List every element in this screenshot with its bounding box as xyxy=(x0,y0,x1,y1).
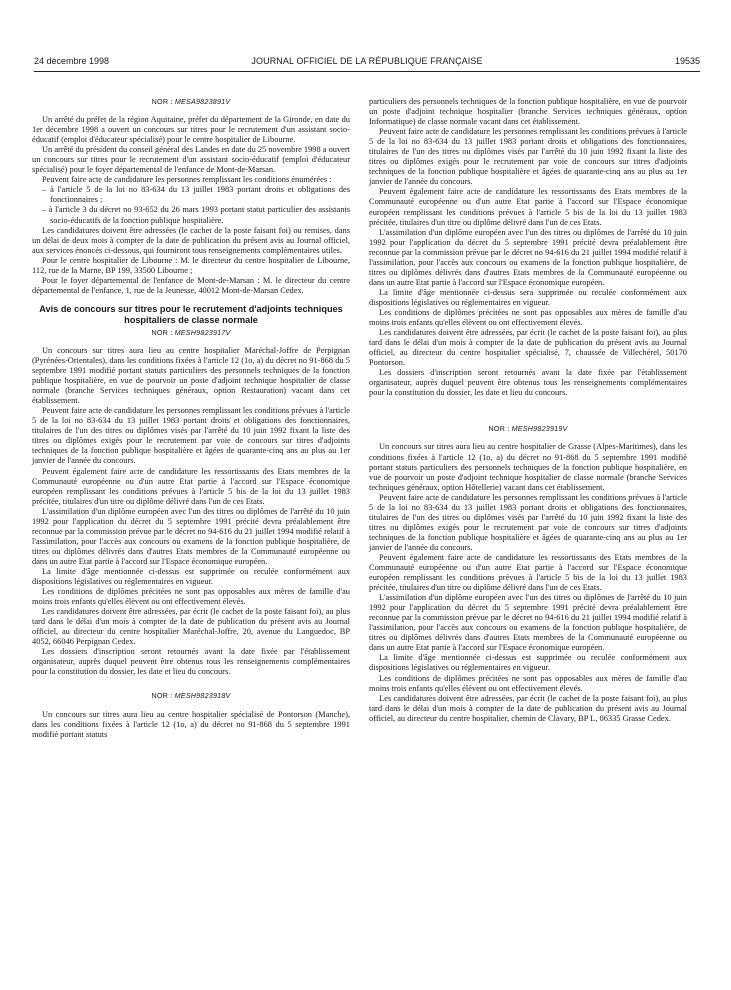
paragraph: La limite d'âge mentionnée ci-dessus est supprimée ou reculée conformément aux dispositions législatives ou réglementaires en vigueur. xyxy=(32,566,350,587)
journal-title: JOURNAL OFFICIEL DE LA RÉPUBLIQUE FRANÇAISE xyxy=(251,56,483,66)
left-column xyxy=(32,97,350,740)
paragraph: L'assimilation d'un diplôme européen avec l'un des titres ou diplômes de l'arrêté du 10 juin 1992 pour l'application du décret du 5 septembre 1991 précité devra préalablement être reconnue par la commission prévue par le décret no 94-616 du 21 juillet 1994 modifié relatif à l'assimilation, pour l'accès aux concours ou examens de la fonction publique hospitalière, de titres ou diplômes délivrés dans d'autres Etats membres de la Communauté européenne ou dans un autre Etat partie à l'accord sur l'Espace économique européen. xyxy=(32,506,350,566)
paragraph: Peuvent faire acte de candidature les personnes remplissant les conditions prévues à l'article 5 de la loi no 83-634 du 13 juillet 1983 portant droits et obligations des fonctionnaires, titulaires de l'un des titres ou diplômes visés par l'arrêté du 10 juin 1992 fixant la liste des titres ou diplômes exigés pour le recrutement par voie de concours sur titres d'adjoints techniques de la fonction publique hospitalière et âgées de quarante-cinq ans au plus au 1er janvier de l'année du concours. xyxy=(32,406,351,466)
nor-prefix: NOR : xyxy=(151,691,175,701)
paragraph: Les dossiers d'inscription seront retournés avant la date fixée par l'établissement organisateur, auprès duquel peuvent être obtenus tous les renseignements complémentaires pour la constitution du dossier, les date et lieu du concours. xyxy=(32,647,350,677)
paragraph: L'assimilation d'un diplôme européen avec l'un des titres ou diplômes de l'arrêté du 10 juin 1992 pour l'application du décret du 5 septembre 1991 précité devra préalablement être reconnue par la commission prévue par le décret no 94-616 du 21 juillet 1994 modifié relatif à l'assimilation, pour l'accès aux concours ou examens de la fonction publique hospitalière, de titres ou diplômes délivrés dans d'autres Etats membres de la Communauté européenne ou dans un autre Etat partie à l'accord sur l'Espace économique européen. xyxy=(369,593,687,653)
paragraph: Un concours sur titres aura lieu au centre hospitalier Maréchal-Joffre de Perpignan (Pyrénées-Orientales), dans les conditions fixées à l'article 12 (1o, a) du décret no 91-868 du 5 septembre 1991 modifié portant statuts particuliers des personnels techniques de la fonction publique hospitalière, en vue de pourvoir un poste d'adjoint technique hospitalier de classe normale (branche Services techniques généraux, option Restauration) vacant dans cet établissement. xyxy=(32,345,350,406)
paragraph: Peuvent également faire acte de candidature les ressortissants des Etats membres de la Communauté européenne ou d'un autre Etat partie à l'accord sur l'Espace économique européen remplissant les conditions prévues à l'article 5 bis de la loi du 13 juillet 1983 précitée, titulaires d'un titre ou diplôme délivré dans l'un de ces Etats. xyxy=(32,466,350,506)
paragraph: Peuvent également faire acte de candidature les ressortissants des Etats membres de la Communauté européenne ou d'un autre Etat partie à l'accord sur l'Espace économique européen remplissant les conditions prévues à l'article 5 bis de la loi du 13 juillet 1983 précitée, titulaires d'un titre ou diplôme délivré dans l'un de ces Etats. xyxy=(369,552,687,593)
paragraph: Un concours sur titres aura lieu au centre hospitalier spécialisé de Pontorson (Manche), dans les conditions fixées à l'article 12 (1o, a) du décret no 91-868 du 5 septembre 1991 modifié portant statuts xyxy=(32,709,350,739)
paragraph: La limite d'âge mentionnée ci-dessus sera supprimée ou reculée conformément aux dispositions législatives ou réglementaires en vigueur. xyxy=(369,287,687,307)
paragraph: Peuvent faire acte de candidature les personnes remplissant les conditions prévues à l'article 5 de la loi no 83-634 du 13 juillet 1983 portant droits et obligations des fonctionnaires, titulaires de l'un des titres ou diplômes visés par l'arrêté du 10 juin 1992 fixant la liste des titres ou diplômes exigés pour le recrutement par voie de concours sur titres d'adjoints techniques de la fonction publique hospitalière et âgées de quarante-cinq ans au plus au 1er janvier de l'année du concours. xyxy=(369,127,688,187)
nor-code: MESA9823891V xyxy=(174,97,231,106)
paragraph: Un concours sur titres aura lieu au centre hospitalier de Grasse (Alpes-Maritimes), dans les conditions fixées à l'article 12 (1o, a) du décret no 91-868 du 5 septembre 1991 modifié portant statuts particuliers des personnels techniques de la fonction publique hospitalière, en vue de pourvoir un poste d'adjoint technique hospitalier de classe normale (branche Services techniques généraux, option Hôtellerie) vacant dans cet établissement. xyxy=(369,442,687,492)
paragraph: Pour le foyer départemental de l'enfance de Mont-de-Marsan : M. le directeur du centre départemental de l'enfance, 1, rue de la Jeunesse, 40012 Mont-de-Marsan Cedex. xyxy=(32,275,350,295)
paragraph: L'assimilation d'un diplôme européen avec l'un des titres ou diplômes de l'arrêté du 10 juin 1992 pour l'application du décret du 5 septembre 1991 précité devra préalablement être reconnue par la commission prévue par le décret no 94-616 du 21 juillet 1994 modifié relatif à l'assimilation, pour l'accès aux concours ou examens de la fonction publique hospitalière, de titres ou diplômes délivrés dans d'autres Etats membres de la Communauté européenne ou dans un autre Etat partie à l'accord sur l'Espace économique européen. xyxy=(369,227,687,287)
section-spacer xyxy=(369,398,687,424)
nor-code: MESH9823919V xyxy=(511,424,568,434)
nor-prefix: NOR : xyxy=(488,424,512,434)
paragraph: Peuvent également faire acte de candidature les ressortissants des Etats membres de la Communauté européenne ou d'un autre Etat partie à l'accord sur l'Espace économique européen remplissant les conditions prévues à l'article 5 bis de la loi du 13 juillet 1983 précitée, titulaires d'un titre ou diplôme délivré dans l'un de ces Etats. xyxy=(369,187,687,227)
right-column xyxy=(369,97,687,724)
nor-reference xyxy=(32,691,350,701)
header-rule xyxy=(34,71,700,72)
paragraph: Pour le centre hospitalier de Libourne : M. le directeur du centre hospitalier de Libourne, 112, rue de la Marne, BP 199, 33500 Libourne ; xyxy=(32,255,350,275)
notice-title: Avis de concours sur titres pour le recrutement d'adjoints techniques hospitaliers de classe normale xyxy=(39,303,343,325)
paragraph: La limite d'âge mentionnée ci-dessus est supprimée ou reculée conformément aux dispositions législatives ou réglementaires en vigueur. xyxy=(369,653,687,673)
nor-reference xyxy=(32,328,350,338)
list-item: – à l'article 5 de la loi no 83-634 du 13 juillet 1983 portant droits et obligations des fonctionnaires ; xyxy=(42,185,350,205)
paragraph: Un arrêté du président du conseil général des Landes en date du 25 novembre 1998 a ouvert un concours sur titres pour le recrutement d'un assistant socio-éducatif (emploi d'éducateur spécialisé) pour le foyer départemental de l'enfance de Mont-de-Marsan. xyxy=(32,145,350,175)
nor-code: MESH9823918V xyxy=(174,691,231,701)
paragraph: particuliers des personnels techniques de la fonction publique hospitalière, en vue de pourvoir un poste d'adjoint technique hospitalier (branche Services techniques généraux, option Informatique) de classe normale vacant dans cet établissement. xyxy=(369,97,687,127)
paragraph: Les conditions de diplômes précitées ne sont pas opposables aux mères de famille d'au moins trois enfants qu'elles élèvent ou ont effectivement élevés. xyxy=(369,307,687,328)
nor-prefix: NOR : xyxy=(151,97,175,106)
paragraph: Les candidatures doivent être adressées (le cachet de la poste faisant foi) ou remises, dans un délai de deux mois à compter de la date de publication du présent avis au Journal officiel, aux services énoncés ci-dessous, qui fourniront tous renseignements complémentaires utiles. xyxy=(32,225,350,255)
paragraph: Les candidatures doivent être adressées, par écrit (le cachet de la poste faisant foi), au plus tard dans le délai d'un mois à compter de la date de publication du présent avis au Journal officiel, au directeur du centre hospitalier, chemin de Clavary, BP L, 06335 Grasse Cedex. xyxy=(369,693,687,723)
paragraph: Peuvent faire acte de candidature les personnes remplissant les conditions prévues à l'article 5 de la loi no 83-634 du 13 juillet 1983 portant droits et obligations des fonctionnaires, titulaires de l'un des titres ou diplômes visés par l'arrêté du 10 juin 1992 fixant la liste des titres ou diplômes exigés pour le recrutement par voie de concours sur titres d'adjoints techniques de la fonction publique hospitalière et âgées de quarante-cinq ans au plus au 1er janvier de l'année du concours. xyxy=(369,492,688,552)
paragraph: Les conditions de diplômes précitées ne sont pas opposables aux mères de famille d'au moins trois enfants qu'elles élèvent ou ont effectivement élevés. xyxy=(32,587,350,607)
issue-date: 24 décembre 1998 xyxy=(34,56,110,66)
nor-reference xyxy=(369,424,687,434)
section-spacer xyxy=(32,677,350,691)
paragraph: Un arrêté du préfet de la région Aquitaine, préfet du département de la Gironde, en date du 1er décembre 1998 a ouvert un concours sur titres pour le recrutement d'un assistant socio-éducatif (emploi d'éducateur spécialisé) pour le centre hospitalier de Libourne. xyxy=(32,115,350,145)
nor-reference xyxy=(32,97,350,107)
page-header xyxy=(34,56,700,70)
paragraph: Les candidatures doivent être adressées, par écrit (le cachet de la poste faisant foi), au plus tard dans le délai d'un mois à compter de la date de publication du présent avis au Journal officiel, au directeur du centre hospitalier spécialisé, 7, chaussée de Villechérel, 50170 Pontorson. xyxy=(369,328,687,368)
nor-prefix: NOR : xyxy=(151,327,175,337)
paragraph: Peuvent faire acte de candidature les personnes remplissant les conditions énumérées : xyxy=(42,175,332,185)
paragraph: Les dossiers d'inscription seront retournés avant la date fixée par l'établissement organisateur, auprès duquel peuvent être obtenus tous les renseignements complémentaires pour la constitution du dossier, les date et lieu du concours. xyxy=(369,368,687,398)
paragraph: Les candidatures doivent être adressées, par écrit (le cachet de la poste faisant foi), au plus tard dans le délai d'un mois à compter de la date de publication du présent avis au Journal officiel, au directeur du centre hospitalier Maréchal-Joffre, 20, avenue du Languedoc, BP 4052, 66046 Perpignan Cedex. xyxy=(32,607,350,647)
list-item: – à l'article 3 du décret no 93-652 du 26 mars 1993 portant statut particulier des assistants socio-éducatifs de la fonction publique hospitalière. xyxy=(42,205,350,225)
page-number: 19535 xyxy=(674,56,700,66)
nor-code: MESH9823917V xyxy=(174,327,231,337)
paragraph: Les conditions de diplômes précitées ne sont pas opposables aux mères de famille d'au moins trois enfants qu'elles élèvent ou ont effectivement élevés. xyxy=(369,673,687,693)
